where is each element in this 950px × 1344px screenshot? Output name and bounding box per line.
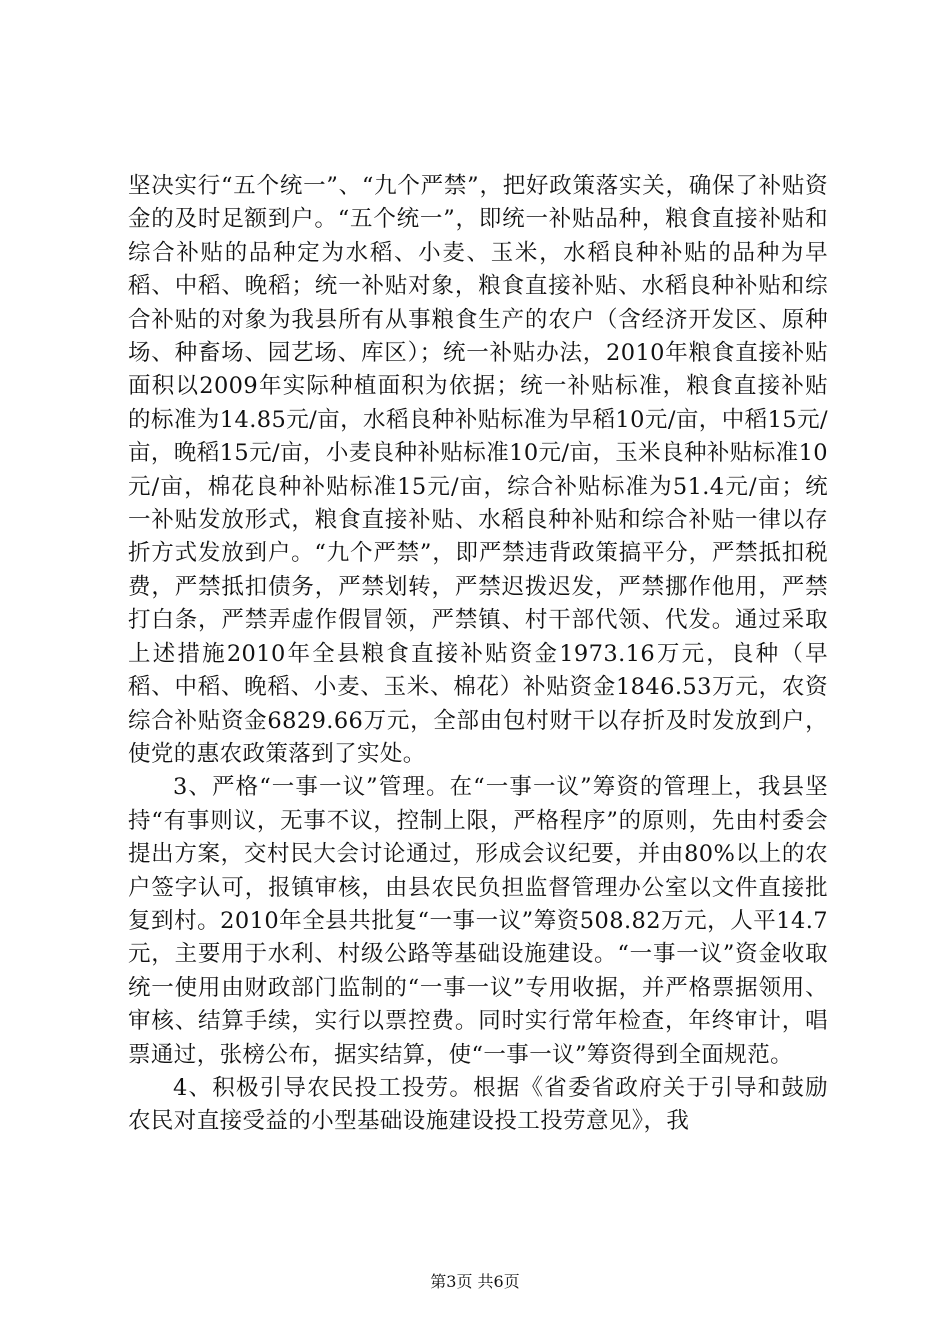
paragraph-item-3: 3、严格“一事一议”管理。在“一事一议”筹资的管理上，我县坚持“有事则议，无事不议，控制上限，严格程序”的原则，先由村委会提出方案，交村民大会讨论通过，形成会议纪要，并由80%以上的农户签字认可，报镇审核，由县农民负担监督管理办公室以文件直接批复到村。2010年全县共批复“一事一议”筹资508.82万元，人平14.7元，主要用于水利、村级公路等基础设施建设。“一事一议”资金收取统一使用由财政部门监制的“一事一议”专用收据，并严格票据领用、审核、结算手续，实行以票控费。同时实行常年检查，年终审计，唱票通过，张榜公布，据实结算，使“一事一议”筹资得到全面规范。 xyxy=(128,774,828,1068)
page-number-footer: 第3页 共6页 xyxy=(430,1272,520,1291)
paragraph-item-4: 4、积极引导农民投工投劳。根据《省委省政府关于引导和鼓励农民对直接受益的小型基础设施建设投工投劳意见》，我 xyxy=(128,1074,828,1135)
paragraph-continuation: 坚决实行“五个统一”、“九个严禁”，把好政策落实关，确保了补贴资金的及时足额到户。“五个统一”，即统一补贴品种，粮食直接补贴和综合补贴的品种定为水稻、小麦、玉米，水稻良种补贴的品种为早稻、中稻、晚稻；统一补贴对象，粮食直接补贴、水稻良种补贴和综合补贴的对象为我县所有从事粮食生产的农户（含经济开发区、原种场、种畜场、园艺场、库区）；统一补贴办法，2010年粮食直接补贴面积以2009年实际种植面积为依据；统一补贴标准，粮食直接补贴的标准为14.85元/亩，水稻良种补贴标准为早稻10元/亩，中稻15元/亩，晚稻15元/亩，小麦良种补贴标准10元/亩，玉米良种补贴标准10元/亩，棉花良种补贴标准15元/亩，综合补贴标准为51.4元/亩；统一补贴发放形式，粮食直接补贴、水稻良种补贴和综合补贴一律以存折方式发放到户。“九个严禁”，即严禁违背政策搞平分，严禁抵扣税费，严禁抵扣债务，严禁划转，严禁迟拨迟发，严禁挪作他用，严禁打白条，严禁弄虚作假冒领，严禁镇、村干部代领、代发。通过采取上述措施2010年全县粮食直接补贴资金1973.16万元，良种（早稻、中稻、晚稻、小麦、玉米、棉花）补贴资金1846.53万元，农资综合补贴资金6829.66万元，全部由包村财干以存折及时发放到户，使党的惠农政策落到了实处。 xyxy=(128,173,828,767)
document-body xyxy=(128,170,828,1139)
